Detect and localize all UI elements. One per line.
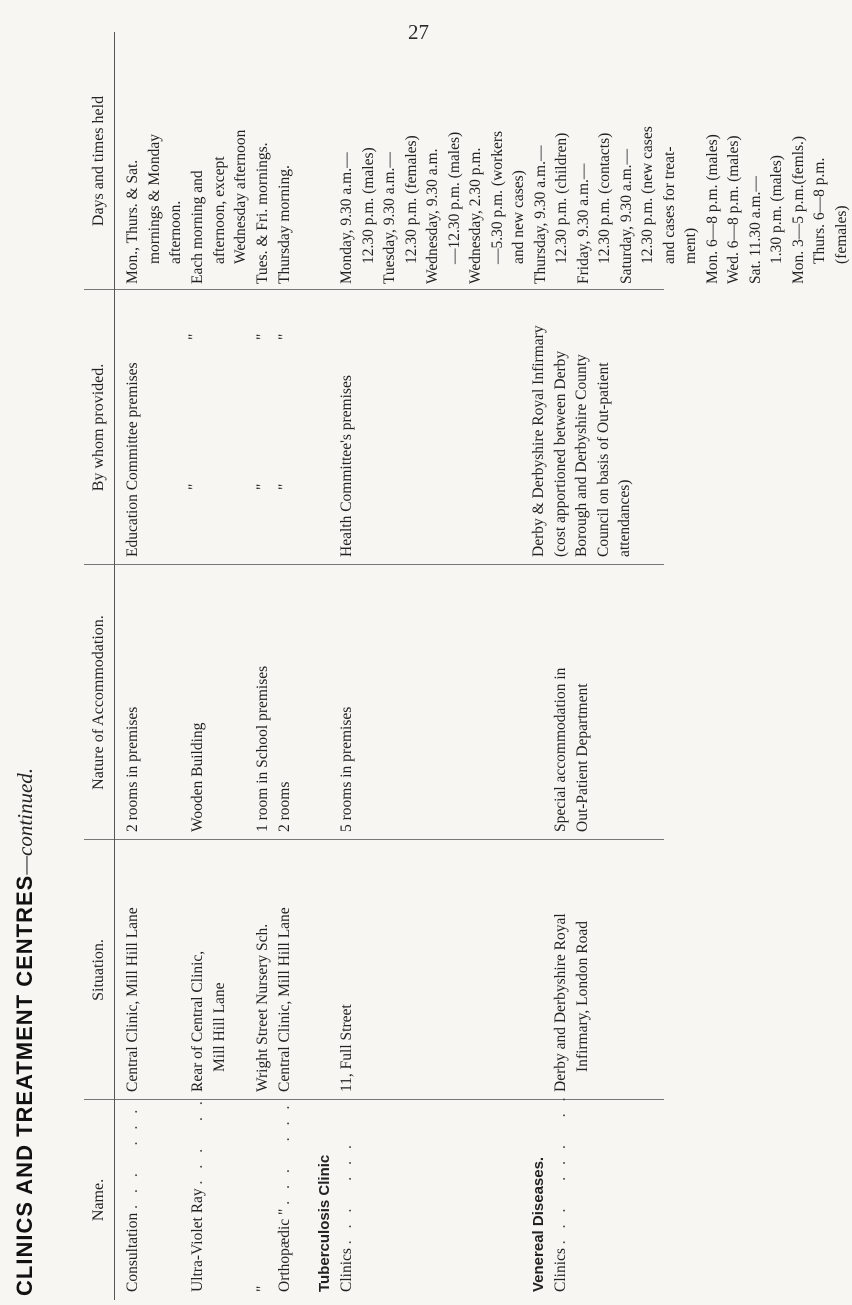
column-divider [84,839,664,840]
column-divider [84,564,664,565]
header-situation: Situation. [90,939,107,1001]
row-ultraviolet-accommodation: Wooden Building [189,722,206,832]
row-orthopaedic-name: " Orthopædic " ... ... [254,1093,293,1292]
row-ultraviolet-provider-ditto: " [186,333,203,340]
header-accommodation: Nature of Accommodation. [90,615,107,790]
page-number: 27 [408,20,429,44]
venereal-days-line: 1.30 p.m. (males) [768,155,785,264]
row-tuberculosis-situation: 11, Full Street [338,1004,355,1092]
row-consultation-accommodation: 2 rooms in premises [124,706,141,832]
row-ultraviolet-days: Each morning and afternoon, except Wednesday afternoon [189,129,249,284]
page-title [10,6,40,1296]
title-continued: —continued. [13,767,37,875]
venereal-days-line: Wed. 6—8 p.m. (males) [725,135,742,284]
row-orthopaedic-provider-ditto: " " [254,483,293,490]
section-heading-venereal: Venereal Diseases. [530,1156,547,1292]
venereal-days-line: (females) [832,205,850,264]
row-venereal-situation: Derby and Derbyshire Royal Infirmary, London Road [552,913,591,1092]
row-ultraviolet-situation: Rear of Central Clinic, Mill Hill Lane [189,950,228,1092]
section-heading-tuberculosis: Tuberculosis Clinic [316,1154,333,1292]
row-consultation-provider: Education Committee premises [124,362,141,557]
header-name: Name. [90,1178,107,1222]
header-rule [114,32,115,1300]
column-divider [84,289,664,290]
venereal-days-line: Mon. 6—8 p.m. (males) [703,134,721,284]
title-main: CLINICS AND TREATMENT CENTRES [12,874,37,1296]
row-venereal-name: Venereal Diseases. Clinics ... ... ... [530,1069,569,1292]
venereal-days-line: Sat. 11.30 a.m.— [746,176,764,284]
row-orthopaedic-provider-ditto: " " [254,333,293,340]
row-venereal-provider: Derby & Derbyshire Royal Infirmary (cost apportioned between Derby Borough and Derbyshire County Council on basis of Out-patient attendances) [530,325,633,557]
row-consultation-name: Consultation ... ... [124,1097,141,1292]
row-orthopaedic-situation: Wright Street Nursery Sch. Central Clinic, Mill Hill Lane [254,907,293,1092]
row-tuberculosis-provider: Health Committee's premises [338,375,355,557]
row-orthopaedic-accommodation: 1 room in School premises 2 rooms [254,665,293,832]
venereal-days-line: Mon. 3—5 p.m.(femls.) [789,135,807,284]
row-tuberculosis-name: Tuberculosis Clinic Clinics ... ... [316,1133,355,1292]
row-ultraviolet-provider-ditto: " [186,483,203,490]
venereal-days-line: Thurs. 6—8 p.m. [811,157,828,264]
row-orthopaedic-days: Tues. & Fri. mornings. Thursday morning. [254,142,293,284]
row-ultraviolet-name: Ultra-Violet Ray ... ... [189,1073,206,1292]
row-tuberculosis-days: Monday, 9.30 a.m.— 12.30 p.m. (males) Tuesday, 9.30 a.m.— 12.30 p.m. (females) Wednesday, 9.30 a.m. —12.30 p.m. (males) Wednesday, 2.30 p.m. —5.30 p.m. (workers and new cases) Thursday, 9.30 a.m.— 12.30 p.m. (children) Friday, 9.30 a.m.— 12.30 p.m. (contacts) Saturday, 9.30 a.m.— 12.30 p.m. (new cases and cases for treat- ment) Mon. 6—8 p.m. (males) Wed. 6—8 p.m. (males) Sat. 11.30 a.m.— 1.30 p.m. (males) Mon. 3—5 p.m.(femls.) Thurs. 6—8 p.m. (females) [336,126,852,284]
row-consultation-days: Mon., Thurs. & Sat. mornings & Monday afternoon. [124,133,184,284]
header-days: Days and times held [90,95,107,227]
row-tuberculosis-accommodation: 5 rooms in premises [338,706,355,832]
row-venereal-accommodation: Special accommodation in Out-Patient Department [552,667,591,832]
clinics-table [84,32,850,1300]
column-divider [84,1099,664,1100]
row-consultation-situation: Central Clinic, Mill Hill Lane [124,907,141,1092]
header-provider: By whom provided. [90,363,107,492]
